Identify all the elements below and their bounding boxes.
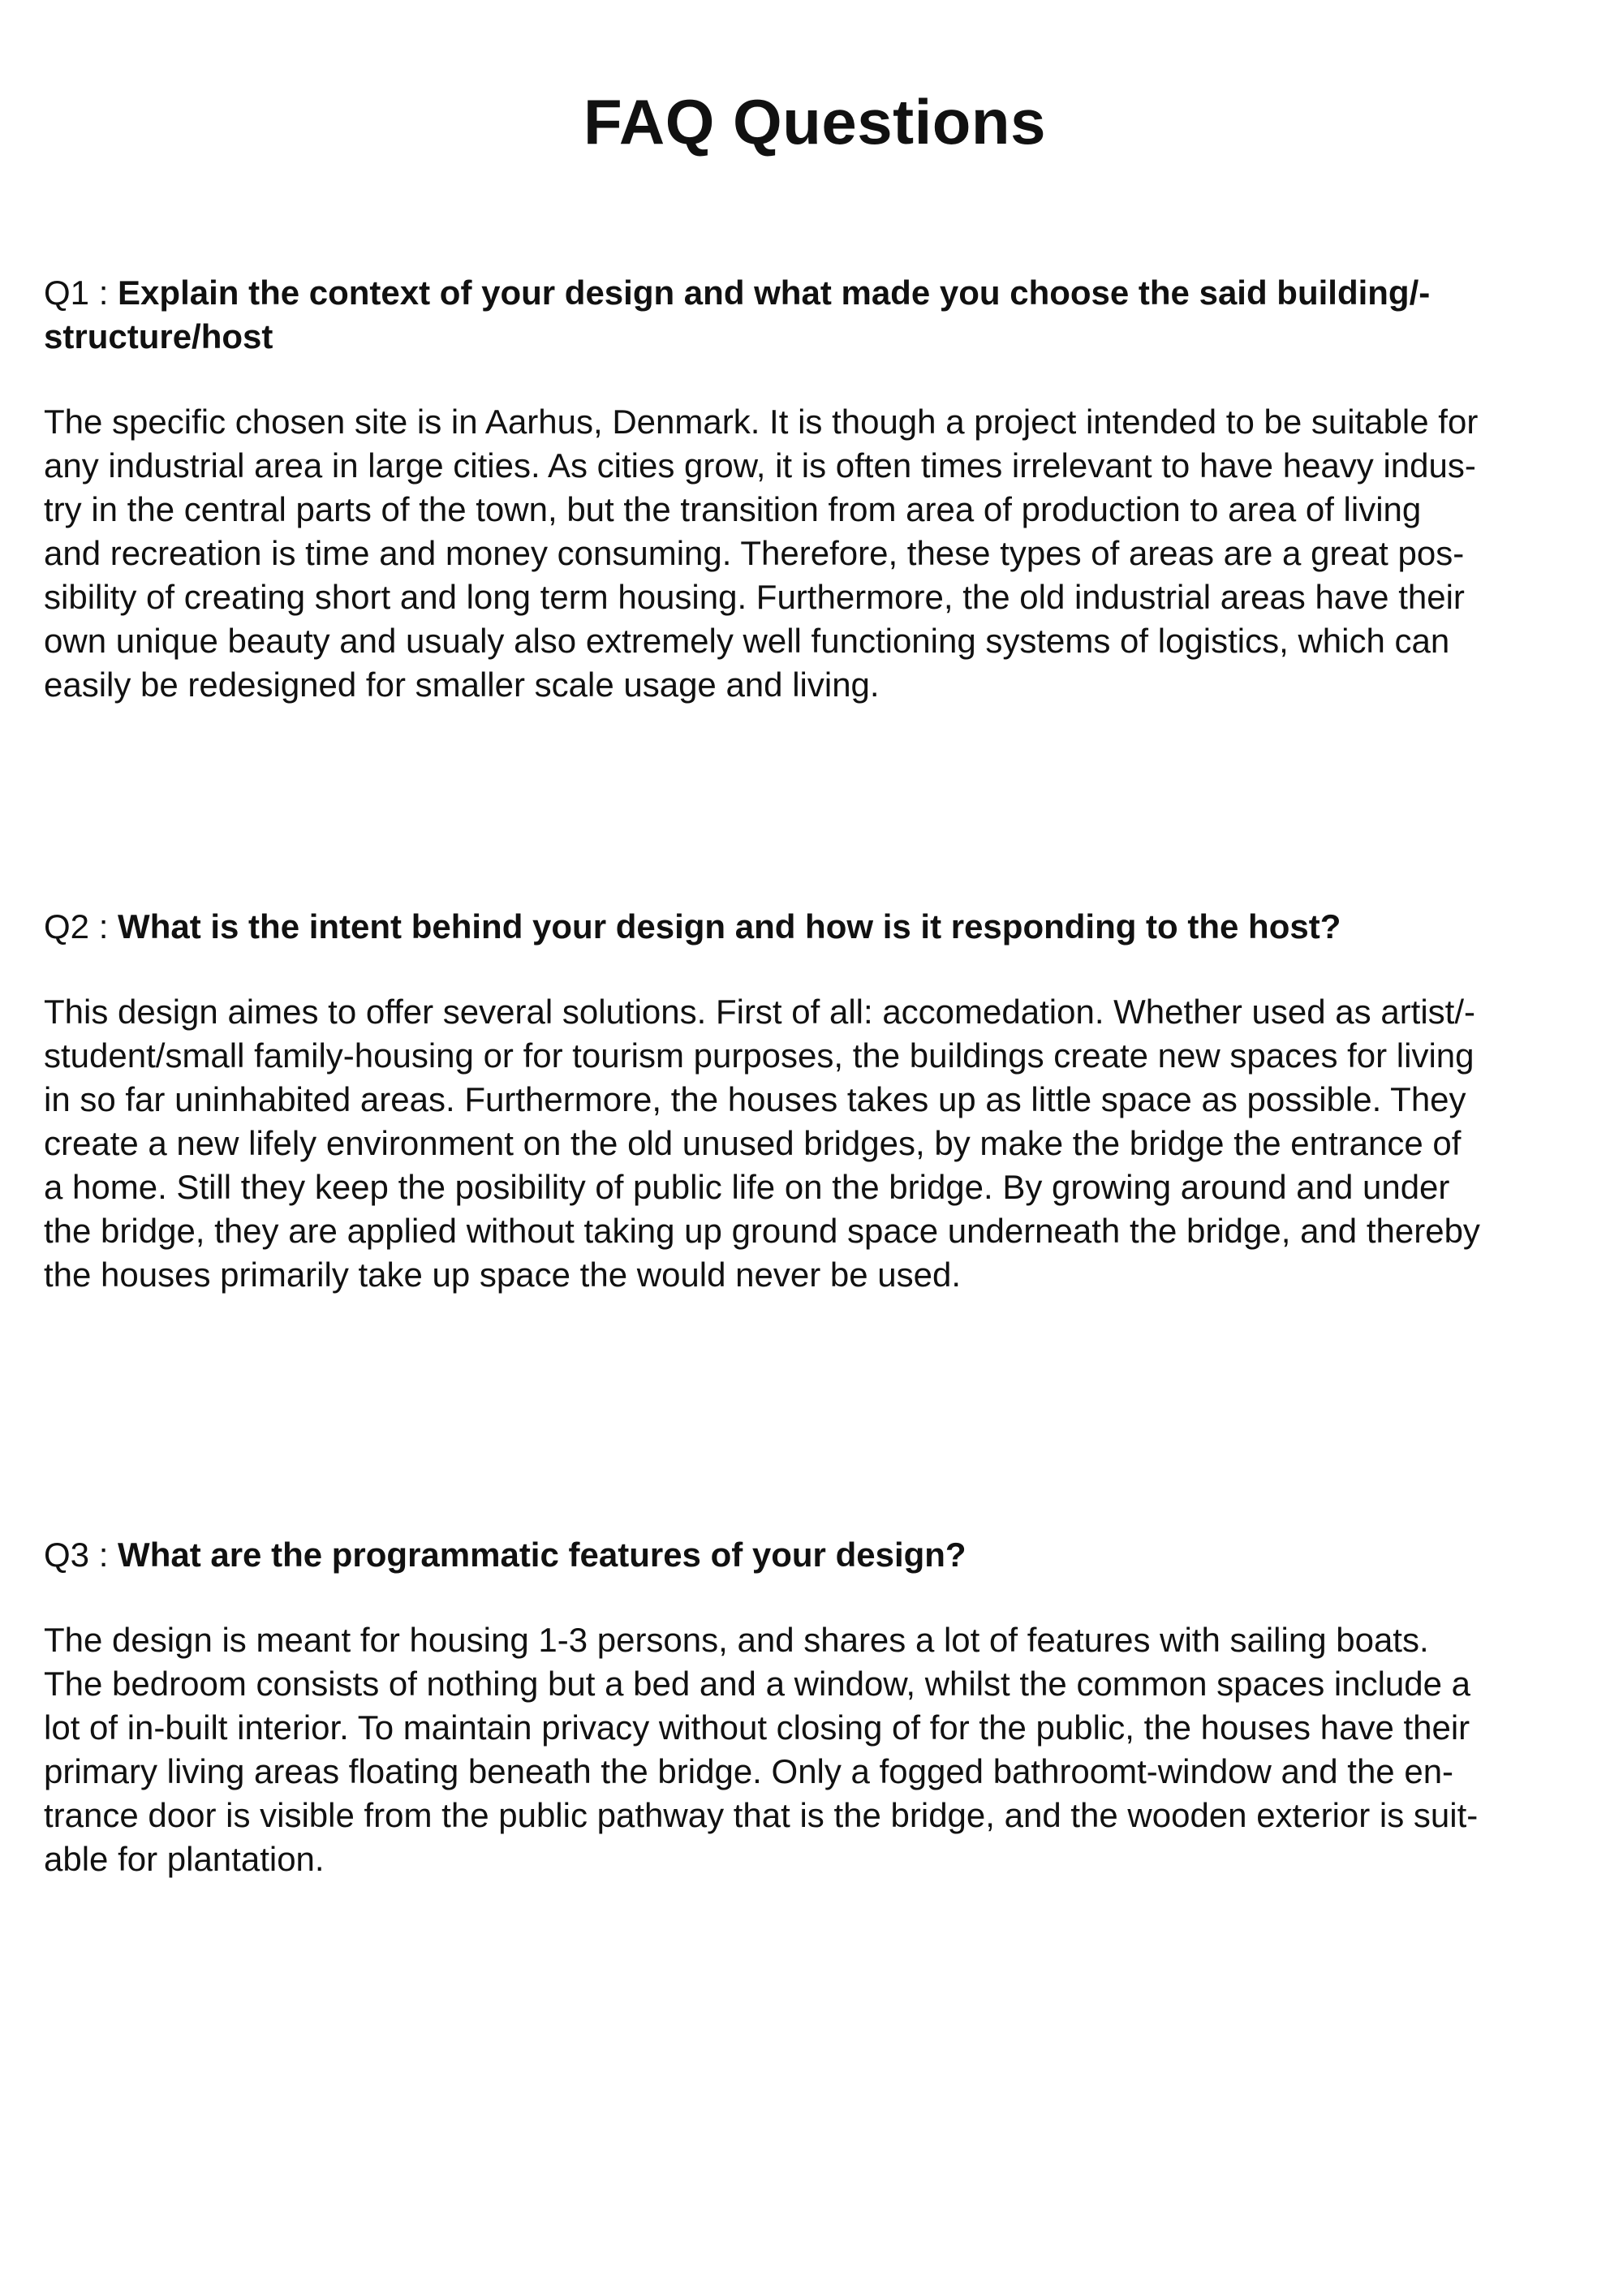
faq-question (44, 905, 1586, 949)
question-text: Explain the context of your design and what made you choose the said building/- structure/host (44, 274, 1431, 355)
faq-question (44, 271, 1586, 359)
question-number: Q3 : (44, 1536, 118, 1574)
question-text: What are the programmatic features of your design? (118, 1536, 966, 1574)
page-title: FAQ Questions (583, 86, 1046, 157)
faq-answer: This design aimes to offer several solutions. First of all: accomedation. Whether used as artist/- student/small family-housing or for tourism purposes, the buildings create new spaces for living in so far uninhabited areas. Furthermore, the houses takes up as little space as possible. They create a new lifely environment on the old unused bridges, by make the bridge the entrance of a home. Still they keep the posibility of public life on the bridge. By growing around and under the bridge, they are applied without taking up ground space underneath the bridge, and thereby the houses primarily take up space the would never be used. (44, 993, 1480, 1294)
question-number: Q2 : (44, 907, 118, 946)
faq-answer: The design is meant for housing 1-3 persons, and shares a lot of features with sailing boats. The bedroom consists of nothing but a bed and a window, whilst the common spaces include a lot of in-built interior. To maintain privacy without closing of for the public, the houses have their primary living areas floating beneath the bridge. Only a fogged bathroomt-window and the en- trance door is visible from the public pathway that is the bridge, and the wooden exterior is suit- able for plantation. (44, 1621, 1479, 1878)
faq-item-3 (44, 1533, 1586, 1881)
faq-item-2 (44, 905, 1586, 1297)
question-number: Q1 : (44, 274, 118, 312)
faq-item-1 (44, 271, 1586, 707)
question-text: What is the intent behind your design and how is it responding to the host? (118, 907, 1341, 946)
faq-answer: The specific chosen site is in Aarhus, Denmark. It is though a project intended to be suitable for any industrial area in large cities. As cities grow, it is often times irrelevant to have heavy indus- try in the central parts of the town, but the transition from area of production to area of living and recreation is time and money consuming. Therefore, these types of areas are a great pos- sibility of creating short and long term housing. Furthermore, the old industrial areas have their own unique beauty and usualy also extremely well functioning systems of logistics, which can easily be redesigned for smaller scale usage and living. (44, 403, 1479, 704)
faq-question (44, 1533, 1586, 1577)
